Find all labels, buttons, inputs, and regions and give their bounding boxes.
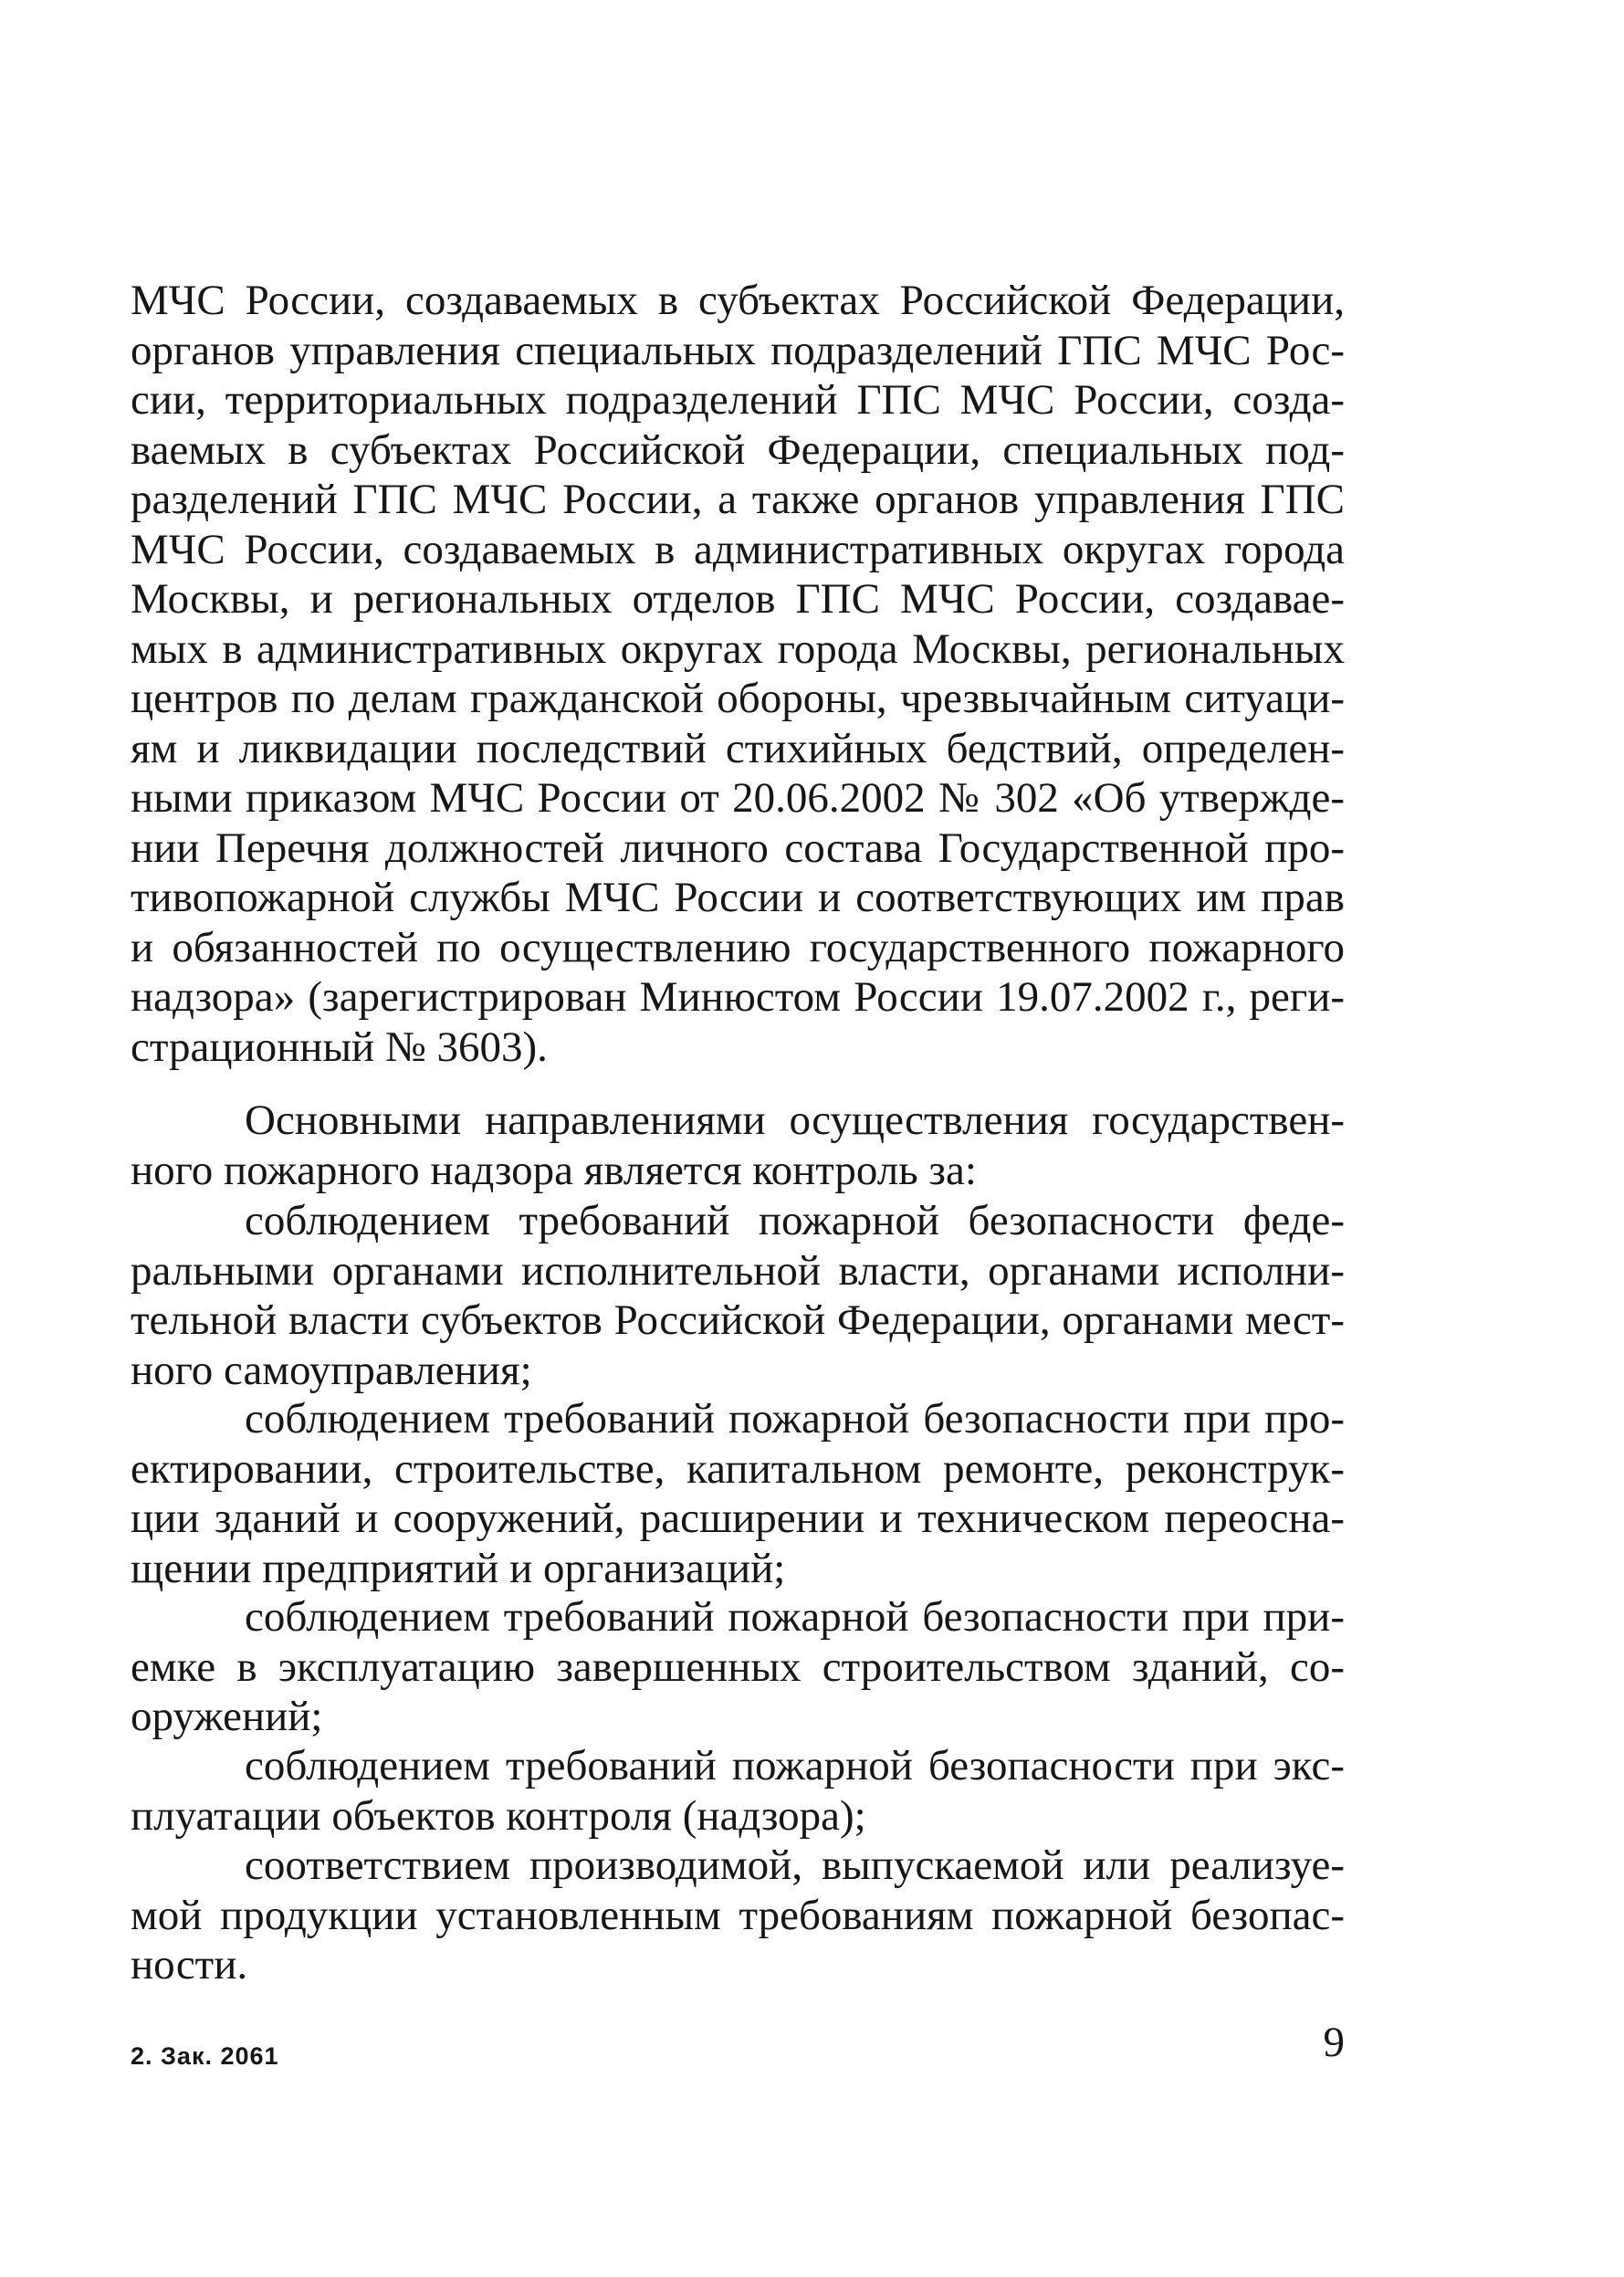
text-line: соответствием производимой, выпускаемой или реализуе-: [245, 1842, 1345, 1889]
text-line: нии Перечня должностей личного состава Государственной про-: [131, 824, 1345, 872]
text-line: ваемых в субъектах Российской Федерации, специальных под-: [131, 425, 1345, 474]
text-line: разделений ГПС МЧС России, а также органов управления ГПС: [131, 476, 1345, 523]
text-line: мой продукции установленным требованиям пожарной безопас-: [131, 1891, 1345, 1939]
text-line: соблюдением требований пожарной безопасности при про-: [245, 1395, 1345, 1443]
text-line: плуатации объектов контроля (надзора);: [131, 1791, 866, 1840]
text-line: и обязанностей по осуществлению государственного пожарного: [131, 923, 1345, 971]
text-line: оружений;: [131, 1693, 323, 1740]
text-line: органов управления специальных подразделений ГПС МЧС Рос-: [131, 326, 1345, 374]
text-line: надзора» (зарегистрирован Минюстом России 19.07.2002 г., реги-: [131, 973, 1345, 1021]
text-line: ности.: [131, 1941, 248, 1988]
text-line: МЧС России, создаваемых в административных округах города: [131, 525, 1345, 573]
text-line: Москвы, и региональных отделов ГПС МЧС России, создавае-: [131, 575, 1345, 623]
text-line: МЧС России, создаваемых в субъектах Российской Федерации,: [131, 277, 1345, 324]
text-line: соблюдением требований пожарной безопасности при при-: [245, 1593, 1345, 1641]
control-item: [131, 1841, 1345, 1990]
text-line: страционный № 3603).: [131, 1023, 548, 1071]
page-number: 9: [1323, 2019, 1345, 2066]
text-line: ного самоуправления;: [131, 1346, 532, 1394]
text-line: ектировании, строительстве, капитальном ремонте, реконструк-: [131, 1444, 1345, 1493]
text-line: ям и ликвидации последствий стихийных бедствий, определен-: [131, 724, 1345, 772]
intro-paragraph: [131, 276, 1345, 1072]
text-line: центров по делам гражданской обороны, чрезвычайным ситуаци-: [131, 675, 1345, 722]
text-line: соблюдением требований пожарной безопасности при экс-: [245, 1742, 1345, 1789]
text-line: мых в административных округах города Москвы, региональных: [131, 624, 1345, 673]
text-line: емке в эксплуатацию завершенных строительством зданий, со-: [131, 1642, 1345, 1691]
order-mark: 2. Зак. 2061: [131, 2042, 279, 2070]
text-line: тельной власти субъектов Российской Федерации, органами мест-: [131, 1296, 1345, 1344]
text-line: тивопожарной службы МЧС России и соответствующих им прав: [131, 874, 1345, 921]
text-line: ции зданий и сооружений, расширении и техническом переосна-: [131, 1495, 1345, 1542]
text-line: Основными направлениями осуществления государствен-: [245, 1097, 1345, 1144]
text-line: сии, территориальных подразделений ГПС МЧС России, созда-: [131, 376, 1345, 424]
control-item: [131, 1741, 1345, 1841]
control-item: [131, 1394, 1345, 1593]
control-item: [131, 1592, 1345, 1742]
text-line: щении предприятий и организаций;: [131, 1544, 786, 1592]
directions-paragraph: [131, 1096, 1345, 1195]
text-line: соблюдением требований пожарной безопасности феде-: [245, 1197, 1345, 1244]
text-line: ного пожарного надзора является контроль за:: [131, 1146, 977, 1194]
control-item: [131, 1196, 1345, 1395]
text-line: ными приказом МЧС России от 20.06.2002 № 302 «Об утвержде-: [131, 774, 1345, 822]
text-line: ральными органами исполнительной власти, органами исполни-: [131, 1246, 1345, 1295]
